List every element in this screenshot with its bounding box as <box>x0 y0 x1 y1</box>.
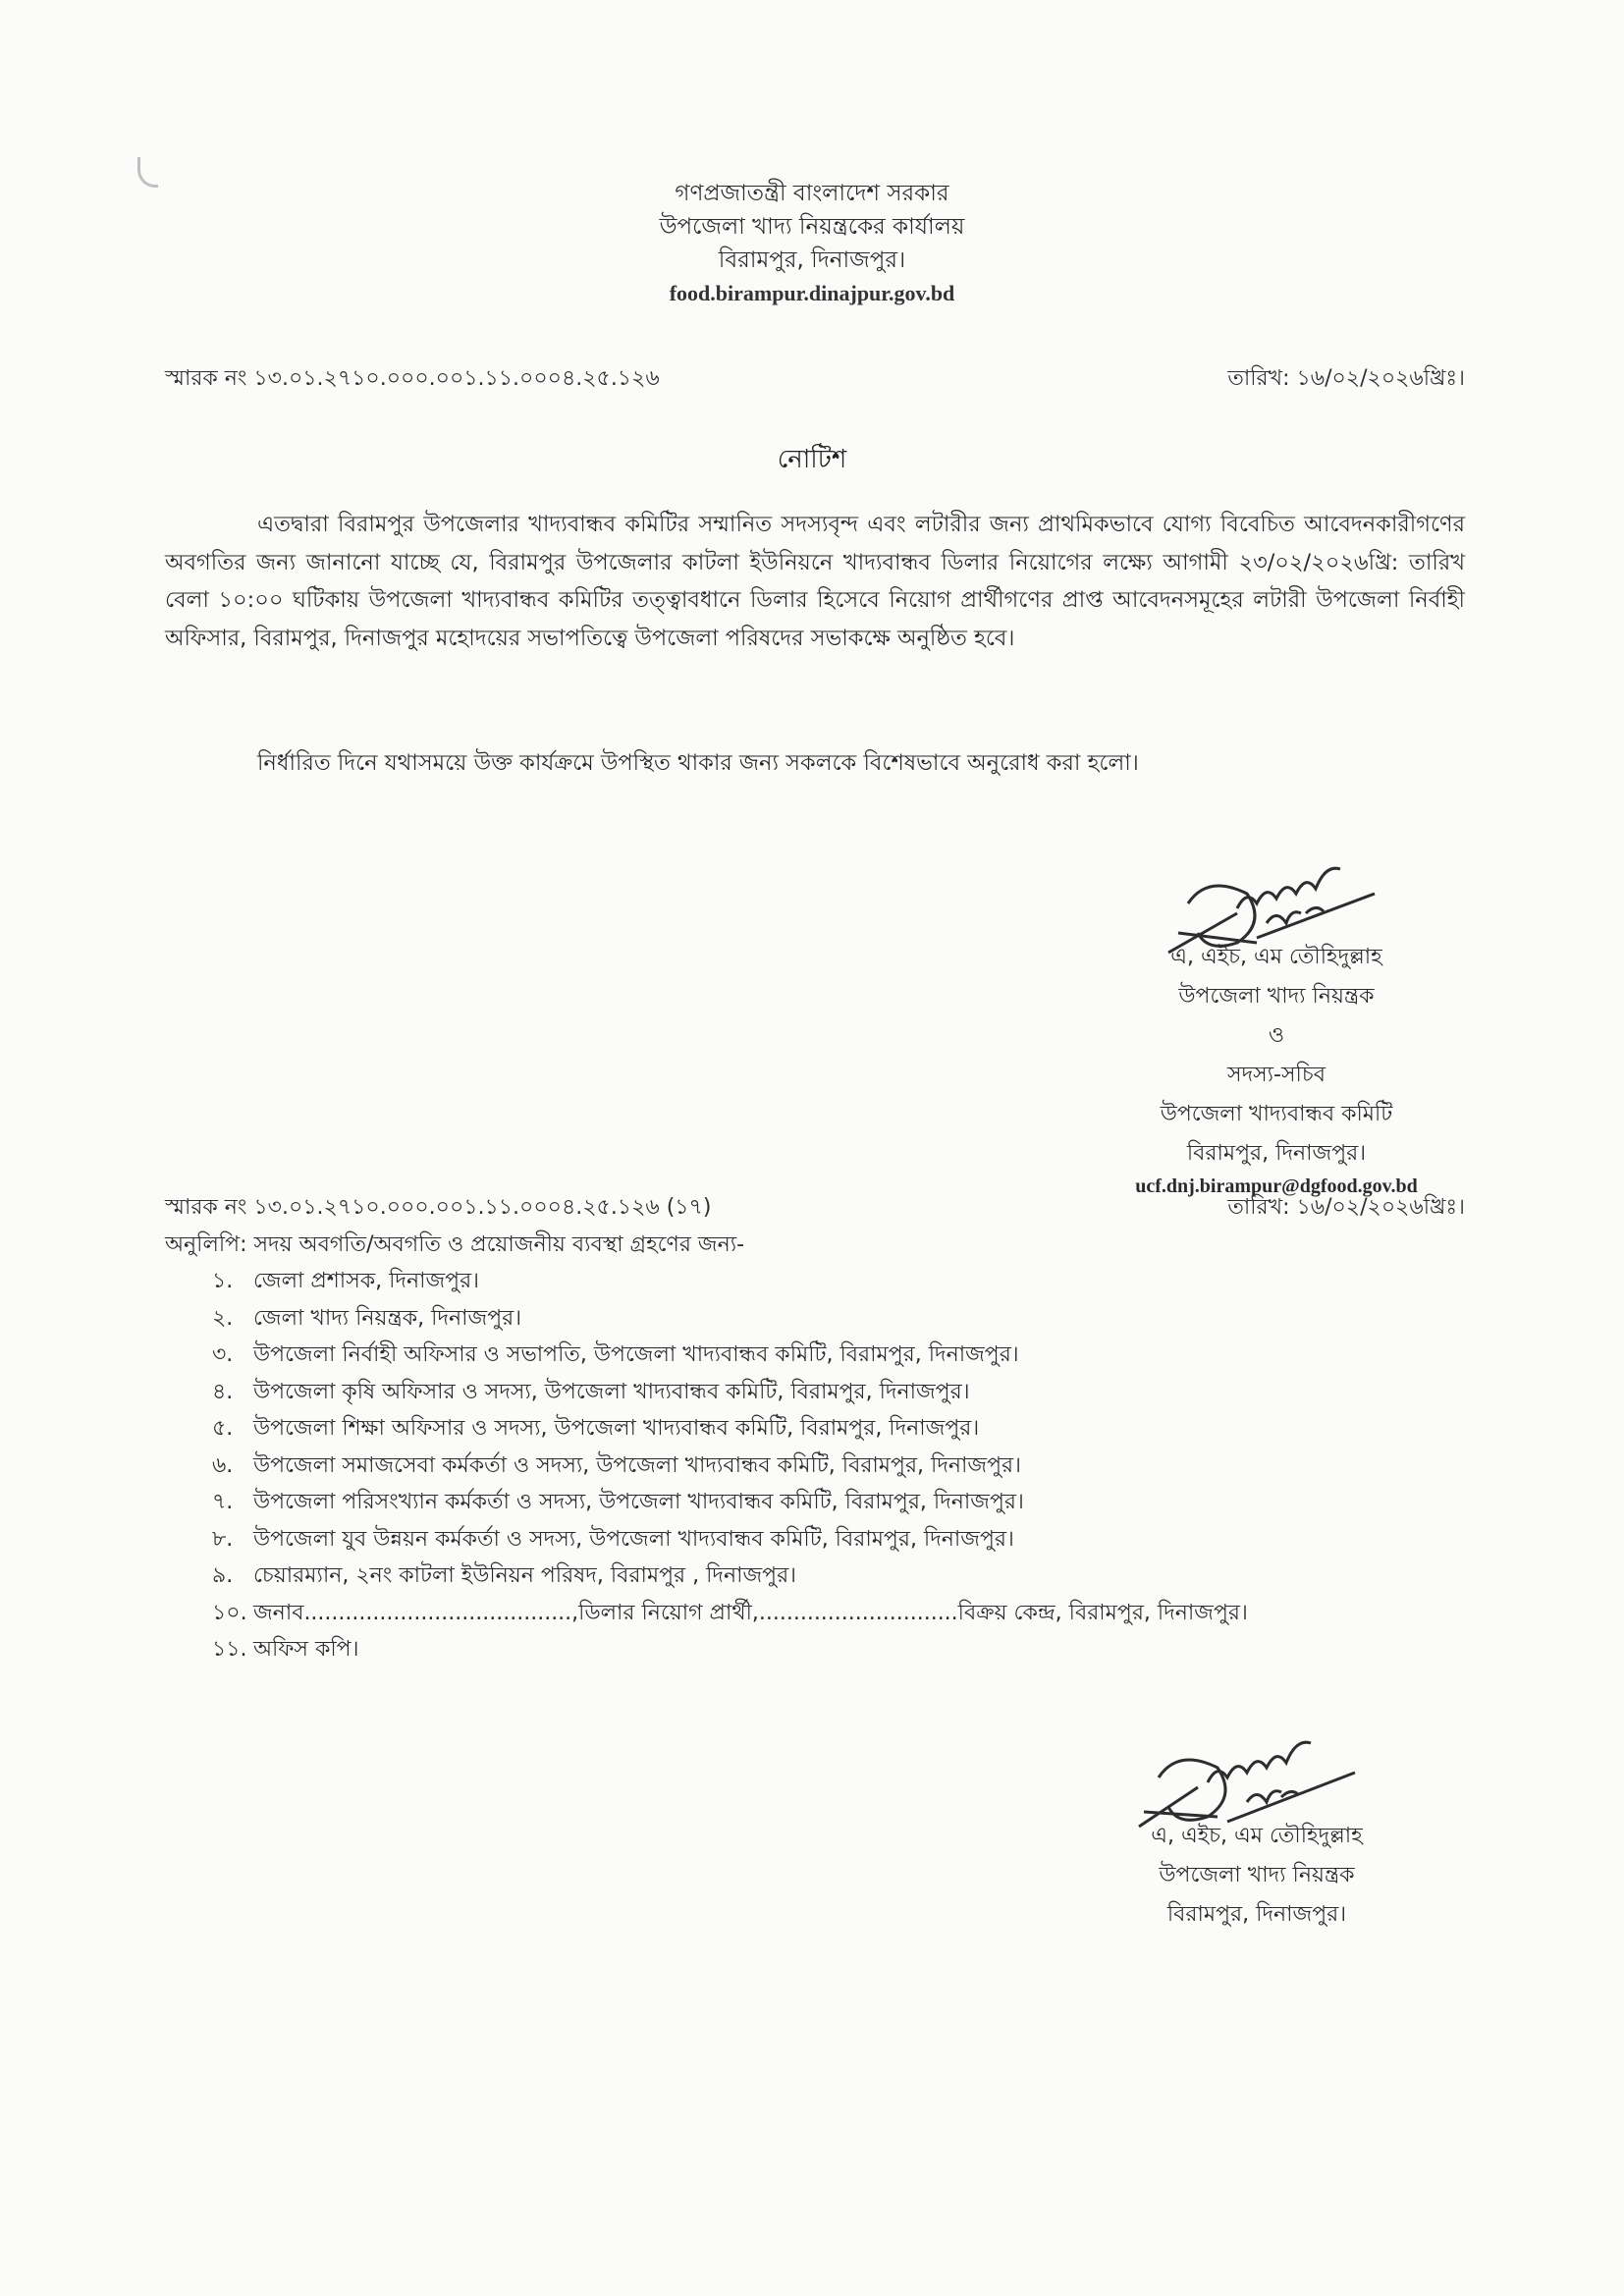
signatory-designation: উপজেলা খাদ্য নিয়ন্ত্রক <box>1159 1863 1355 1887</box>
signatory-block <box>1100 938 1453 1199</box>
signatory-location: বিরামপুর, দিনাজপুর। <box>1166 1902 1347 1927</box>
item-number: ৮. <box>212 1526 234 1552</box>
list-item <box>212 1484 1471 1521</box>
memo-row <box>165 361 1465 398</box>
recipient-list <box>165 1263 1471 1668</box>
signatory-name: এ, এইচ, এম তৌহিদুল্লাহ <box>1170 945 1382 969</box>
memo-number: স্মারক নং ১৩.০১.২৭১০.০০০.০০১.১১.০০০৪.২৫.১২৬ <box>165 366 660 391</box>
item-text: উপজেলা কৃষি অফিসার ও সদস্য, উপজেলা খাদ্যবান্ধব কমিটি, বিরামপুর, দিনাজপুর। <box>253 1379 970 1404</box>
item-text: উপজেলা সমাজসেবা কর্মকর্তা ও সদস্য, উপজেলা খাদ্যবান্ধব কমিটি, বিরামপুর, দিনাজপুর। <box>253 1452 1021 1478</box>
item-text: জনাব.......................................,ডিলার নিয়োগ প্রার্থী,.............................বিক্রয় কেন্দ্র, বিরামপুর, দিনাজপুর। <box>253 1600 1248 1625</box>
list-item <box>212 1521 1471 1558</box>
item-text: উপজেলা নির্বাহী অফিসার ও সভাপতি, উপজেলা খাদ্যবান্ধব কমিটি, বিরামপুর, দিনাজপুর। <box>253 1342 1019 1367</box>
item-number: ৪. <box>212 1379 234 1404</box>
item-number: ২. <box>212 1305 234 1331</box>
copy-intro: অনুলিপি: সদয় অবগতি/অবগতি ও প্রয়োজনীয় ব্যবস্থা গ্রহণের জন্য- <box>165 1232 745 1257</box>
notice-request-paragraph: নির্ধারিত দিনে যথাসময়ে উক্ত কার্যক্রমে উপস্থিত থাকার জন্য সকলকে বিশেষভাবে অনুরোধ করা হলো। <box>257 750 1139 776</box>
notice-body-paragraph: এতদ্বারা বিরামপুর উপজেলার খাদ্যবান্ধব কমিটির সম্মানিত সদস্যবৃন্দ এবং লটারীর জন্য প্রাথমিকভাবে যোগ্য বিবেচিত আবেদনকারীগণের অবগতির জন্য জানানো যাচ্ছে যে, বিরামপুর উপজেলার কাটলা ইউনিয়নে খাদ্যবান্ধব ডিলার নিয়োগের লক্ষ্যে আগামী ২৩/০২/২০২৬খ্রি: তারিখ বেলা ১০:০০ ঘটিকায় উপজেলা খাদ্যবান্ধব কমিটির তত্ত্বাবধানে ডিলার হিসেবে নিয়োগ প্রার্থীগণের প্রাপ্ত আবেদনসমূহের লটারী উপজেলা নির্বাহী অফিসার, বিরামপুর, দিনাজপুর মহোদয়ের সভাপতিত্বে উপজেলা পরিষদের সভাকক্ষে অনুষ্ঠিত হবে। <box>165 512 1465 651</box>
item-text: জেলা খাদ্য নিয়ন্ত্রক, দিনাজপুর। <box>253 1305 522 1331</box>
signatory-name: এ, এইচ, এম তৌহিদুল্লাহ <box>1151 1824 1363 1848</box>
letterhead <box>0 177 1624 310</box>
item-text: অফিস কপি। <box>253 1637 359 1662</box>
item-text: চেয়ারম্যান, ২নং কাটলা ইউনিয়ন পরিষদ, বিরামপুর , দিনাজপুর। <box>253 1563 797 1588</box>
copy-memo-number: স্মারক নং ১৩.০১.২৭১০.০০০.০০১.১১.০০০৪.২৫.১২৬ (১৭) <box>165 1195 712 1220</box>
item-number: ৭. <box>212 1490 234 1514</box>
notice-title: নোটিশ <box>777 445 847 474</box>
office-location: বিরামপুর, দিনাজপুর। <box>718 247 906 273</box>
memo-date: তারিখ: ১৬/০২/২০২৬খ্রিঃ। <box>1227 366 1465 391</box>
item-number: ১০. <box>212 1600 247 1625</box>
item-text: উপজেলা যুব উন্নয়ন কর্মকর্তা ও সদস্য, উপজেলা খাদ্যবান্ধব কমিটি, বিরামপুর, দিনাজপুর। <box>253 1526 1014 1552</box>
item-number: ৯. <box>212 1563 234 1588</box>
copy-memo-row <box>165 1190 1465 1227</box>
item-number: ৫. <box>212 1416 234 1441</box>
signatory-role: সদস্য-সচিব <box>1227 1063 1326 1087</box>
item-text: উপজেলা শিক্ষা অফিসার ও সদস্য, উপজেলা খাদ্যবান্ধব কমিটি, বিরামপুর, দিনাজপুর। <box>253 1416 980 1441</box>
list-item <box>212 1595 1471 1632</box>
signatory-location: বিরামপুর, দিনাজপুর। <box>1186 1141 1367 1166</box>
item-text: উপজেলা পরিসংখ্যান কর্মকর্তা ও সদস্য, উপজেলা খাদ্যবান্ধব কমিটি, বিরামপুর, দিনাজপুর। <box>253 1490 1024 1514</box>
list-item <box>212 1410 1471 1448</box>
item-number: ১১. <box>212 1637 247 1662</box>
signatory-email[interactable]: ucf.dnj.birampur@dgfood.gov.bd <box>1135 1175 1418 1197</box>
final-signatory-block <box>1080 1817 1434 1935</box>
copy-memo-date: তারিখ: ১৬/০২/২০২৬খ্রিঃ। <box>1227 1195 1465 1220</box>
list-item <box>212 1374 1471 1411</box>
office-website: food.birampur.dinajpur.gov.bd <box>669 281 955 305</box>
list-item <box>212 1337 1471 1374</box>
signatory-designation: উপজেলা খাদ্য নিয়ন্ত্রক <box>1178 984 1375 1009</box>
list-item <box>212 1263 1471 1300</box>
list-item <box>212 1558 1471 1595</box>
item-number: ৬. <box>212 1452 234 1478</box>
signatory-committee: উপজেলা খাদ্যবান্ধব কমিটি <box>1160 1102 1393 1126</box>
list-item <box>212 1631 1471 1668</box>
office-name: উপজেলা খাদ্য নিয়ন্ত্রকের কার্যালয় <box>659 214 965 240</box>
signatory-conjunction: ও <box>1268 1023 1285 1048</box>
copy-distribution <box>165 1227 1471 1668</box>
item-text: জেলা প্রশাসক, দিনাজপুর। <box>253 1269 480 1293</box>
item-number: ১. <box>212 1269 234 1293</box>
list-item <box>212 1300 1471 1338</box>
list-item <box>212 1448 1471 1485</box>
item-number: ৩. <box>212 1342 234 1367</box>
government-name: গণপ্রজাতন্ত্রী বাংলাদেশ সরকার <box>675 181 949 206</box>
